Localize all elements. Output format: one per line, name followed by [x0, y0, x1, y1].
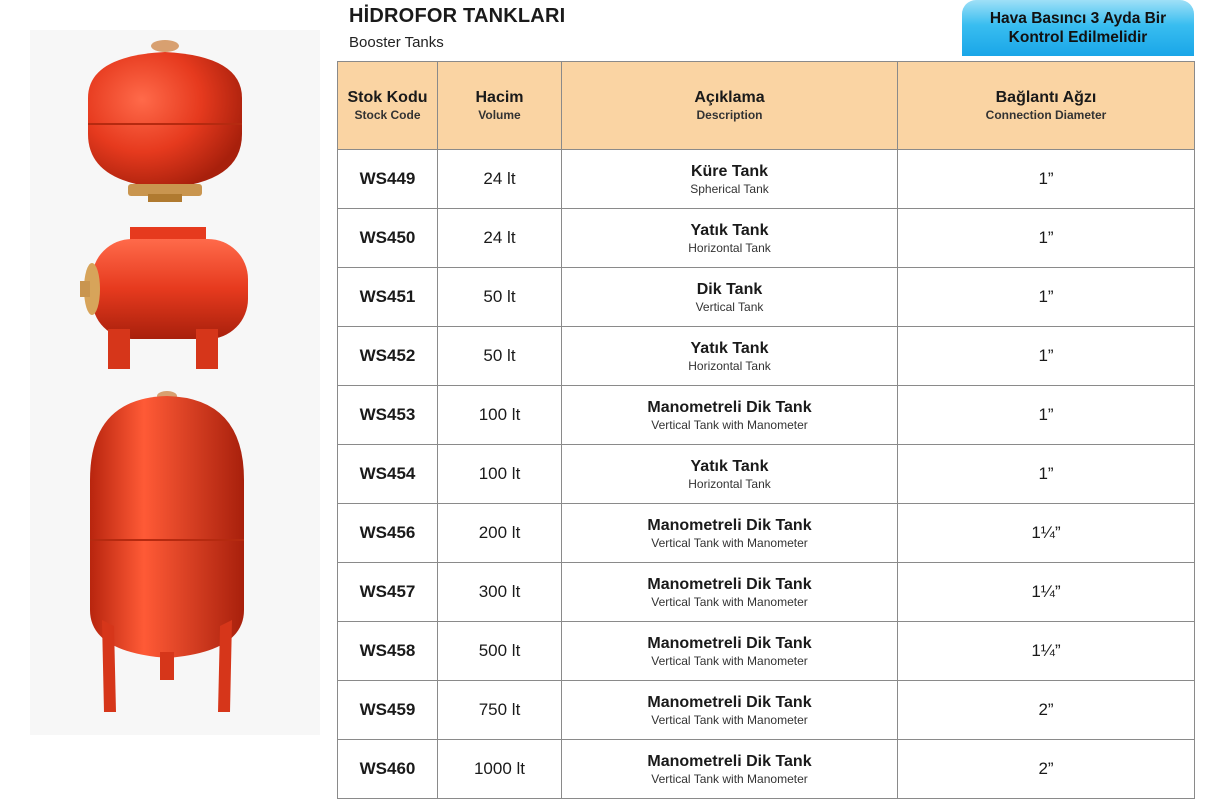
connection-cell: 1” — [898, 209, 1195, 268]
connection-cell: 1¼” — [898, 504, 1195, 563]
stock-code-cell: WS450 — [338, 209, 438, 268]
stock-code-cell: WS456 — [338, 504, 438, 563]
connection-cell: 1¼” — [898, 563, 1195, 622]
stock-code-cell: WS453 — [338, 386, 438, 445]
stock-code-cell: WS457 — [338, 563, 438, 622]
header-volume: Hacim Volume — [438, 62, 562, 150]
volume-cell: 100 lt — [438, 445, 562, 504]
page-title: HİDROFOR TANKLARI — [349, 5, 566, 27]
page-subtitle: Booster Tanks — [349, 34, 444, 51]
product-table — [337, 61, 1195, 799]
table-row — [338, 209, 1195, 268]
connection-cell: 1¼” — [898, 622, 1195, 681]
stock-code-cell: WS458 — [338, 622, 438, 681]
description-cell: Küre Tank Spherical Tank — [562, 150, 898, 209]
description-cell: Manometreli Dik Tank Vertical Tank with Manometer — [562, 740, 898, 799]
description-cell: Manometreli Dik Tank Vertical Tank with Manometer — [562, 563, 898, 622]
table-row — [338, 150, 1195, 209]
stock-code-cell: WS451 — [338, 268, 438, 327]
volume-cell: 300 lt — [438, 563, 562, 622]
volume-cell: 50 lt — [438, 268, 562, 327]
volume-cell: 750 lt — [438, 681, 562, 740]
volume-cell: 200 lt — [438, 504, 562, 563]
stock-code-cell: WS449 — [338, 150, 438, 209]
description-cell: Manometreli Dik Tank Vertical Tank with Manometer — [562, 681, 898, 740]
notice-line-2: Kontrol Edilmelidir — [1008, 29, 1148, 46]
connection-cell: 2” — [898, 740, 1195, 799]
connection-cell: 1” — [898, 327, 1195, 386]
table-row — [338, 386, 1195, 445]
description-cell: Manometreli Dik Tank Vertical Tank with Manometer — [562, 622, 898, 681]
table-row — [338, 327, 1195, 386]
header-description: Açıklama Description — [562, 62, 898, 150]
stock-code-cell: WS452 — [338, 327, 438, 386]
volume-cell: 500 lt — [438, 622, 562, 681]
table-row — [338, 445, 1195, 504]
table-row — [338, 681, 1195, 740]
description-cell: Yatık Tank Horizontal Tank — [562, 209, 898, 268]
vertical-tank-image — [82, 390, 252, 720]
horizontal-tank-image — [78, 225, 253, 375]
stock-code-cell: WS454 — [338, 445, 438, 504]
description-cell: Manometreli Dik Tank Vertical Tank with Manometer — [562, 504, 898, 563]
connection-cell: 1” — [898, 445, 1195, 504]
table-row — [338, 563, 1195, 622]
table-row — [338, 268, 1195, 327]
volume-cell: 1000 lt — [438, 740, 562, 799]
stock-code-cell: WS459 — [338, 681, 438, 740]
table-header-row — [338, 62, 1195, 150]
table-row — [338, 622, 1195, 681]
spherical-tank-image — [78, 38, 253, 208]
notice-line-1: Hava Basıncı 3 Ayda Bir — [989, 10, 1167, 27]
maintenance-notice — [962, 0, 1194, 56]
volume-cell: 24 lt — [438, 209, 562, 268]
description-cell: Yatık Tank Horizontal Tank — [562, 445, 898, 504]
connection-cell: 1” — [898, 386, 1195, 445]
table-row — [338, 740, 1195, 799]
volume-cell: 50 lt — [438, 327, 562, 386]
connection-cell: 1” — [898, 268, 1195, 327]
header-connection-diameter: Bağlantı Ağzı Connection Diameter — [898, 62, 1195, 150]
header-stock-code: Stok Kodu Stock Code — [338, 62, 438, 150]
description-cell: Yatık Tank Horizontal Tank — [562, 327, 898, 386]
connection-cell: 1” — [898, 150, 1195, 209]
volume-cell: 24 lt — [438, 150, 562, 209]
connection-cell: 2” — [898, 681, 1195, 740]
description-cell: Dik Tank Vertical Tank — [562, 268, 898, 327]
stock-code-cell: WS460 — [338, 740, 438, 799]
table-row — [338, 504, 1195, 563]
description-cell: Manometreli Dik Tank Vertical Tank with Manometer — [562, 386, 898, 445]
volume-cell: 100 lt — [438, 386, 562, 445]
